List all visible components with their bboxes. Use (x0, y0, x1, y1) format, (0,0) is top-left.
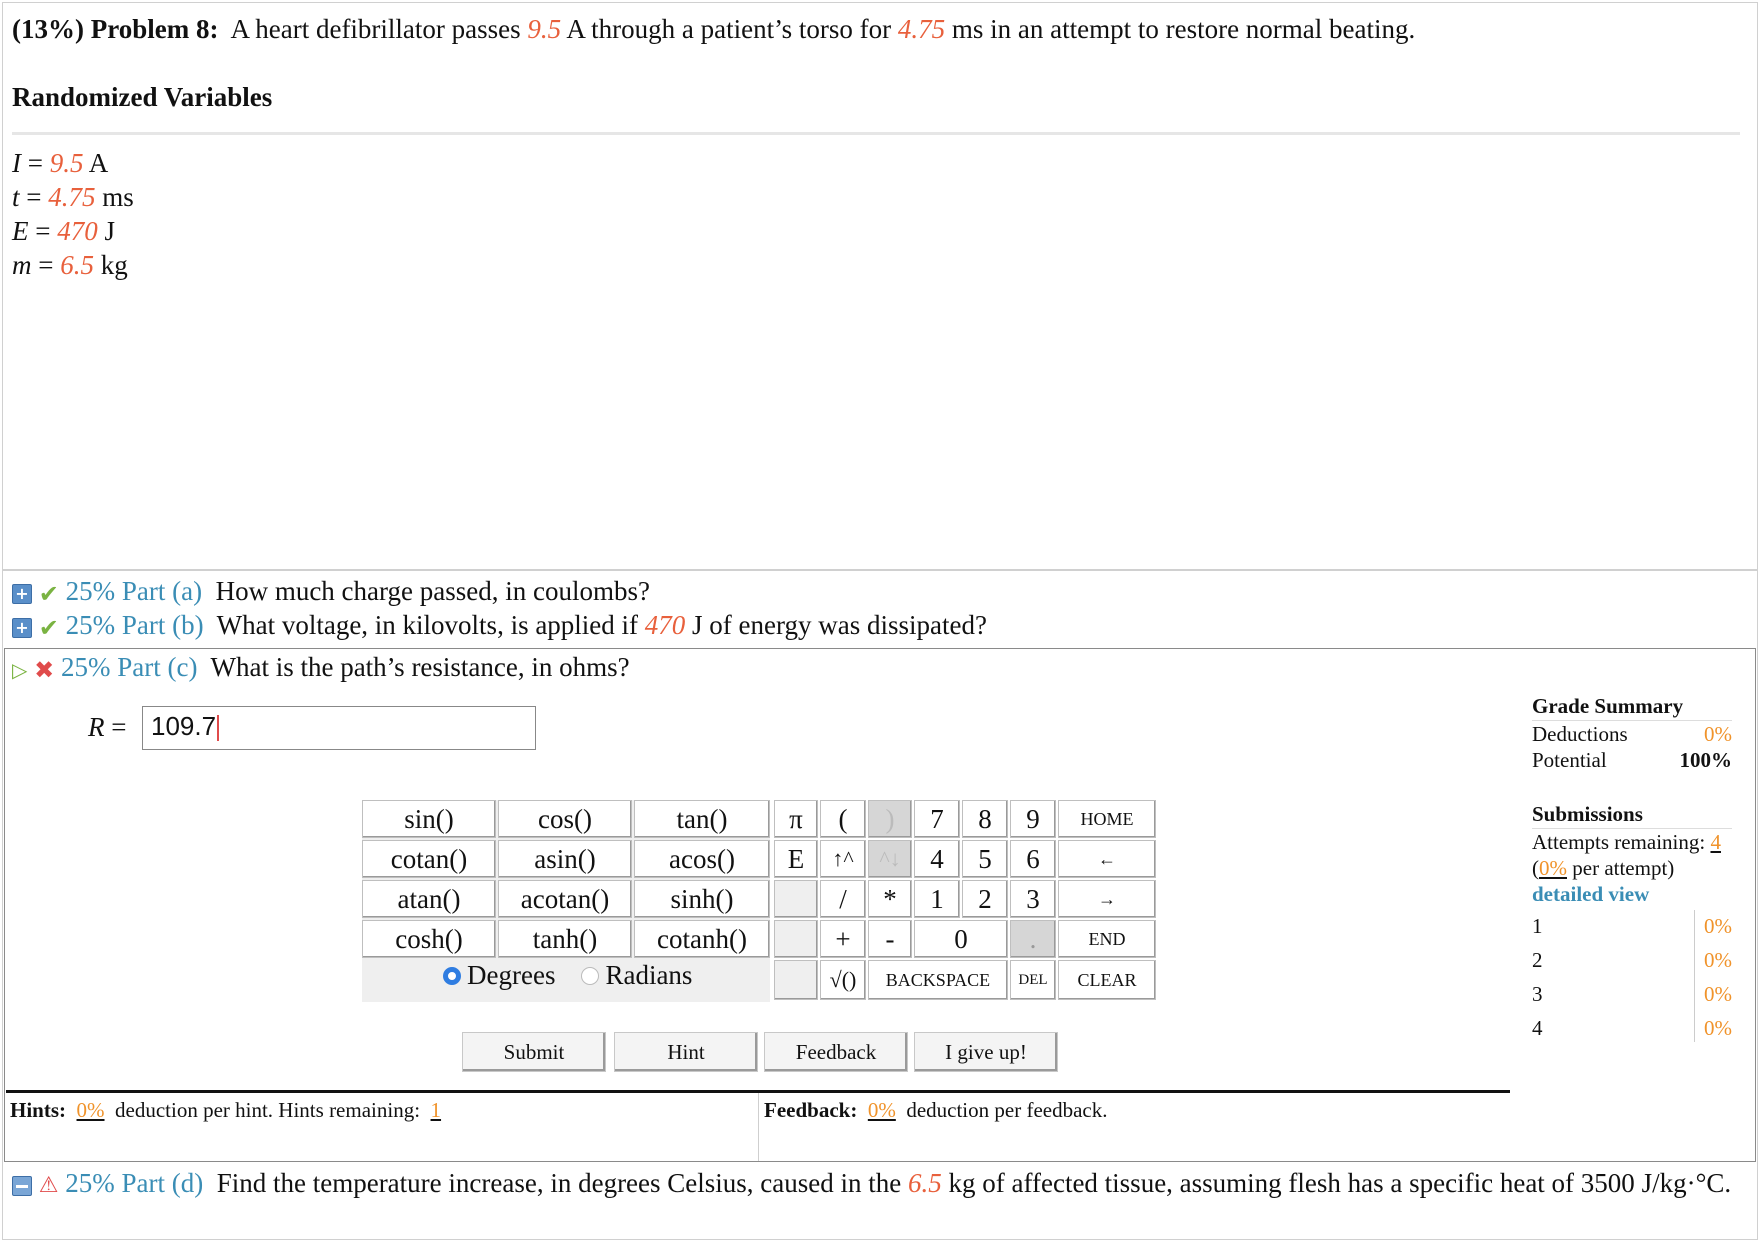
variable-value: 9.5 (49, 148, 84, 178)
problem-weight: (13%) (12, 14, 84, 44)
part-c-label: Part (c) (117, 652, 198, 682)
submissions-underline (1532, 828, 1732, 829)
radians-radio[interactable] (581, 967, 599, 985)
function-key-tanh[interactable]: tanh() (498, 920, 632, 958)
part-a-row[interactable] (12, 576, 650, 608)
part-c-row (12, 652, 630, 684)
sqrt-key[interactable]: √() (820, 960, 866, 1000)
close-paren-key[interactable]: ) (868, 800, 912, 838)
answer-equals: = (111, 712, 127, 742)
answer-label (88, 712, 126, 743)
digit-9-key[interactable]: 9 (1010, 800, 1056, 838)
warning-icon: ⚠ (38, 1172, 59, 1198)
function-key-cos[interactable]: cos() (498, 800, 632, 838)
grade-summary-heading: Grade Summary (1532, 694, 1684, 718)
variable-row: I = 9.5 A (12, 148, 109, 178)
part-d-question-1: Find the temperature increase, in degrees Celsius, caused in the (216, 1168, 902, 1198)
potential-label: Potential (1532, 748, 1607, 772)
part-d-row[interactable] (12, 1166, 1732, 1203)
feedback-button[interactable]: Feedback (764, 1032, 908, 1072)
hint-button[interactable]: Hint (614, 1032, 758, 1072)
submission-row (1532, 948, 1732, 973)
submission-percent: 0% (1704, 1016, 1732, 1040)
part-d-percent: 25% (65, 1168, 115, 1198)
part-b-question-1: What voltage, in kilovolts, is applied if (216, 610, 639, 640)
hints-feedback-separator (758, 1093, 759, 1161)
down-arrow-key[interactable]: ^↓ (868, 840, 912, 878)
part-a-question: How much charge passed, in coulombs? (215, 576, 650, 606)
variable-value: 6.5 (60, 250, 94, 280)
variable-row: t = 4.75 ms (12, 182, 134, 212)
part-a-label: Part (a) (121, 576, 203, 606)
part-d-label: Part (d) (121, 1168, 204, 1198)
right-arrow-key[interactable]: → (1058, 880, 1156, 918)
function-key-acos[interactable]: acos() (634, 840, 770, 878)
part-b-label: Part (b) (121, 610, 204, 640)
function-key-tan[interactable]: tan() (634, 800, 770, 838)
function-key-cosh[interactable]: cosh() (362, 920, 496, 958)
radians-label[interactable]: Radians (605, 960, 693, 990)
part-b-row[interactable] (12, 610, 987, 642)
submission-row (1532, 1016, 1732, 1041)
variable-unit: ms (102, 182, 134, 212)
expand-icon[interactable]: + (12, 584, 32, 604)
part-d-question-3: J/kg·°C. (1641, 1168, 1732, 1198)
part-a-percent: 25% (65, 576, 116, 606)
play-arrow-icon: ▷ (12, 657, 28, 682)
function-key-sinh[interactable]: sinh() (634, 880, 770, 918)
e-key[interactable]: E (774, 840, 818, 878)
answer-symbol: R (88, 712, 105, 742)
function-key-sin[interactable]: sin() (362, 800, 496, 838)
delete-key[interactable]: DEL (1010, 960, 1056, 1000)
hints-deduction: 0% (76, 1098, 105, 1122)
heading-divider (12, 132, 1740, 135)
variable-unit: J (104, 216, 115, 246)
potential-value: 100% (1679, 748, 1732, 772)
feedback-text: deduction per feedback. (906, 1098, 1108, 1122)
problem-label: Problem 8: (90, 14, 219, 44)
per-attempt-info (1532, 856, 1674, 881)
deductions-row (1532, 722, 1732, 747)
multiply-key[interactable]: * (868, 880, 912, 918)
problem-current: 9.5 (527, 14, 562, 44)
submission-percent: 0% (1704, 982, 1732, 1006)
divide-key[interactable]: / (820, 880, 866, 918)
open-paren-key[interactable]: ( (820, 800, 866, 838)
variable-value: 470 (57, 216, 98, 246)
attempts-label: Attempts remaining: (1532, 830, 1706, 854)
hints-label: Hints: (10, 1098, 67, 1122)
detailed-view-link[interactable]: detailed view (1532, 882, 1650, 906)
check-icon: ✔ (38, 579, 59, 608)
submission-row (1532, 982, 1732, 1007)
per-attempt-value: 0% (1539, 856, 1567, 880)
home-key[interactable]: HOME (1058, 800, 1156, 838)
backspace-key[interactable]: BACKSPACE (868, 960, 1008, 1000)
angle-mode-selector (443, 960, 692, 991)
grade-summary-underline (1532, 720, 1732, 721)
incorrect-x-icon: ✖ (34, 655, 55, 684)
hints-info (10, 1098, 441, 1123)
feedback-deduction: 0% (867, 1098, 896, 1122)
submissions-heading: Submissions (1532, 802, 1643, 826)
variable-value: 4.75 (48, 182, 96, 212)
left-arrow-key[interactable]: ← (1058, 840, 1156, 878)
part-c-percent: 25% (61, 652, 111, 682)
give-up-button[interactable]: I give up! (914, 1032, 1058, 1072)
check-icon: ✔ (38, 613, 59, 642)
part-b-percent: 25% (65, 610, 116, 640)
blank-key (774, 880, 818, 918)
deductions-value: 0% (1704, 722, 1732, 746)
digit-5-key[interactable]: 5 (962, 840, 1008, 878)
variable-symbol: t (12, 182, 20, 212)
deductions-label: Deductions (1532, 722, 1628, 746)
problem-text-3: ms in an attempt to restore normal beating. (951, 14, 1416, 44)
digit-1-key[interactable]: 1 (914, 880, 960, 918)
submit-button[interactable]: Submit (462, 1032, 606, 1072)
potential-row (1532, 748, 1732, 773)
variable-row: E = 470 J (12, 216, 115, 246)
digit-0-key[interactable]: 0 (914, 920, 1008, 958)
function-key-acotan[interactable]: acotan() (498, 880, 632, 918)
part-b-energy: 470 (644, 610, 686, 640)
attempts-value: 4 (1710, 830, 1721, 854)
text-cursor (217, 715, 219, 741)
submission-number: 1 (1532, 914, 1543, 938)
variable-symbol: m (12, 250, 32, 280)
variable-symbol: I (12, 148, 21, 178)
problem-text-1: A heart defibrillator passes (230, 14, 521, 44)
submission-number: 3 (1532, 982, 1543, 1006)
attempts-remaining (1532, 830, 1721, 855)
hints-remaining: 1 (430, 1098, 442, 1122)
collapse-icon[interactable] (12, 1176, 32, 1196)
degrees-label[interactable]: Degrees (467, 960, 556, 990)
plus-key[interactable]: + (820, 920, 866, 958)
pi-key[interactable]: π (774, 800, 818, 838)
problem-text-2: A through a patient’s torso for (566, 14, 892, 44)
submission-number: 2 (1532, 948, 1543, 972)
digit-6-key[interactable]: 6 (1010, 840, 1056, 878)
function-key-cotan[interactable]: cotan() (362, 840, 496, 878)
part-d-mass: 6.5 (908, 1168, 942, 1198)
randomized-variables-heading: Randomized Variables (12, 82, 273, 112)
hints-text: deduction per hint. Hints remaining: (115, 1098, 421, 1122)
expand-icon[interactable]: + (12, 618, 32, 638)
part-c-question: What is the path’s resistance, in ohms? (210, 652, 630, 682)
answer-input[interactable] (142, 706, 536, 750)
problem-statement (12, 14, 1415, 45)
digit-8-key[interactable]: 8 (962, 800, 1008, 838)
digit-2-key[interactable]: 2 (962, 880, 1008, 918)
function-key-asin[interactable]: asin() (498, 840, 632, 878)
submission-percent: 0% (1704, 914, 1732, 938)
part-b-question-2: J of energy was dissipated? (692, 610, 987, 640)
variable-row: m = 6.5 kg (12, 250, 128, 280)
submission-percent: 0% (1704, 948, 1732, 972)
function-key-atan[interactable]: atan() (362, 880, 496, 918)
submission-number: 4 (1532, 1016, 1543, 1040)
digit-7-key[interactable]: 7 (914, 800, 960, 838)
up-arrow-key[interactable]: ↑^ (820, 840, 866, 878)
part-d-question-2: kg of affected tissue, assuming flesh has a specific heat of 3500 (948, 1168, 1635, 1198)
clear-key[interactable]: CLEAR (1058, 960, 1156, 1000)
blank-key (774, 960, 818, 1000)
digit-4-key[interactable]: 4 (914, 840, 960, 878)
variable-unit: A (88, 148, 109, 178)
decimal-key[interactable]: . (1010, 920, 1056, 958)
variable-unit: kg (100, 250, 128, 280)
feedback-label: Feedback: (764, 1098, 858, 1122)
variable-symbol: E (12, 216, 29, 246)
problem-time: 4.75 (897, 14, 946, 44)
end-key[interactable]: END (1058, 920, 1156, 958)
digit-3-key[interactable]: 3 (1010, 880, 1056, 918)
submission-row (1532, 914, 1732, 939)
minus-key[interactable]: - (868, 920, 912, 958)
per-attempt-text: per attempt) (1572, 856, 1675, 880)
function-key-cotanh[interactable]: cotanh() (634, 920, 770, 958)
degrees-radio[interactable] (443, 967, 461, 985)
blank-key (774, 920, 818, 958)
feedback-info (764, 1098, 1107, 1123)
answer-value: 109.7 (151, 711, 217, 741)
per-attempt-open: ( (1532, 856, 1539, 880)
